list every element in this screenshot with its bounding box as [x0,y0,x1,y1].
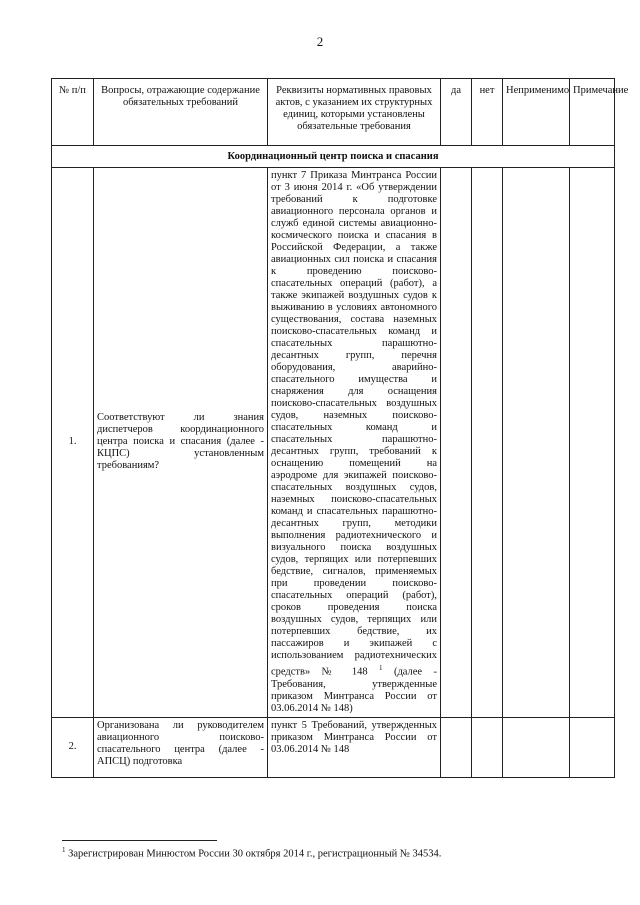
header-requisites: Реквизиты нормативных правовых актов, с указанием их структурных единиц, которыми установлены обязательные требования [268,79,441,146]
requisites-text: пункт 7 Приказа Минтранса России от 3 июня 2014 г. «Об утверждении требований к подготовке авиационного персонала органов и служб единой системы авиационно-космического поиска и спасания в Российской Федерации, а также авиационных сил поиска и спасания к проведению поисково-спасательных операций (работ), а также экипажей воздушных судов к выживанию в условиях автономного существования, состава наземных поисково-спасательных команд и спасательных парашютно-десантных групп, перечня оборудования, аварийно-спасательного имущества и снаряжения для оснащения поисково-спасательных воздушных судов, наземных поисково-спасательных команд и спасательных парашютно-десантных групп, требований к оснащению помещений на аэродроме для экипажей поисково-спасательных воздушных судов, наземных поисково-спасательных команд и спасательных парашютно-десантных групп, методики выполнения радиотехнического и визуального поиска воздушных судов, терпящих или потерпевших бедствие, сигналов, применяемых при проведении поисково-спасательных операций (работ), сроков проведения поиска воздушных судов, терпящих или потерпевших бедствие, их пассажиров и экипажей с использованием радиотехнических средств» № 148 [271,170,437,678]
row-requisites [268,168,441,718]
table-row [52,168,615,718]
header-questions: Вопросы, отражающие содержание обязательных требований [94,79,268,146]
footnote-divider [62,840,217,841]
row-number: 2. [52,717,94,777]
cell-no [472,168,503,718]
footnote [62,846,441,860]
row-question: Соответствуют ли знания диспетчеров координационного центра поиска и спасания (далее - КЦПС) установленным требованиям? [94,168,268,718]
table-header-row [52,79,615,146]
footnote-ref: 1 [379,664,383,672]
cell-no [472,717,503,777]
cell-not-applicable [503,168,570,718]
header-no: нет [472,79,503,146]
cell-note [570,717,615,777]
footnote-marker: 1 [62,846,66,854]
header-not-applicable: Неприменимо [503,79,570,146]
section-row [52,146,615,168]
cell-yes [441,717,472,777]
row-question: Организована ли руководителем авиационного поисково-спасательного центра (далее - АПСЦ) подготовка [94,717,268,777]
requirements-table [51,78,629,778]
page-number: 2 [316,34,324,49]
requisites-tail: (далее - Требования, утвержденные приказом Минтранса России от 03.06.2014 № 148) [271,666,438,714]
row-number: 1. [52,168,94,718]
cell-not-applicable [503,717,570,777]
header-yes: да [441,79,472,146]
table-row [52,717,615,777]
cell-note [570,168,615,718]
section-title: Координационный центр поиска и спасания [52,146,615,168]
row-requisites: пункт 5 Требований, утвержденных приказом Минтранса России от 03.06.2014 № 148 [268,717,441,777]
footnote-text: Зарегистрирован Минюстом России 30 октября 2014 г., регистрационный № 34534. [65,848,442,860]
cell-yes [441,168,472,718]
header-note: Примечание [570,79,615,146]
header-number: № п/п [52,79,94,146]
